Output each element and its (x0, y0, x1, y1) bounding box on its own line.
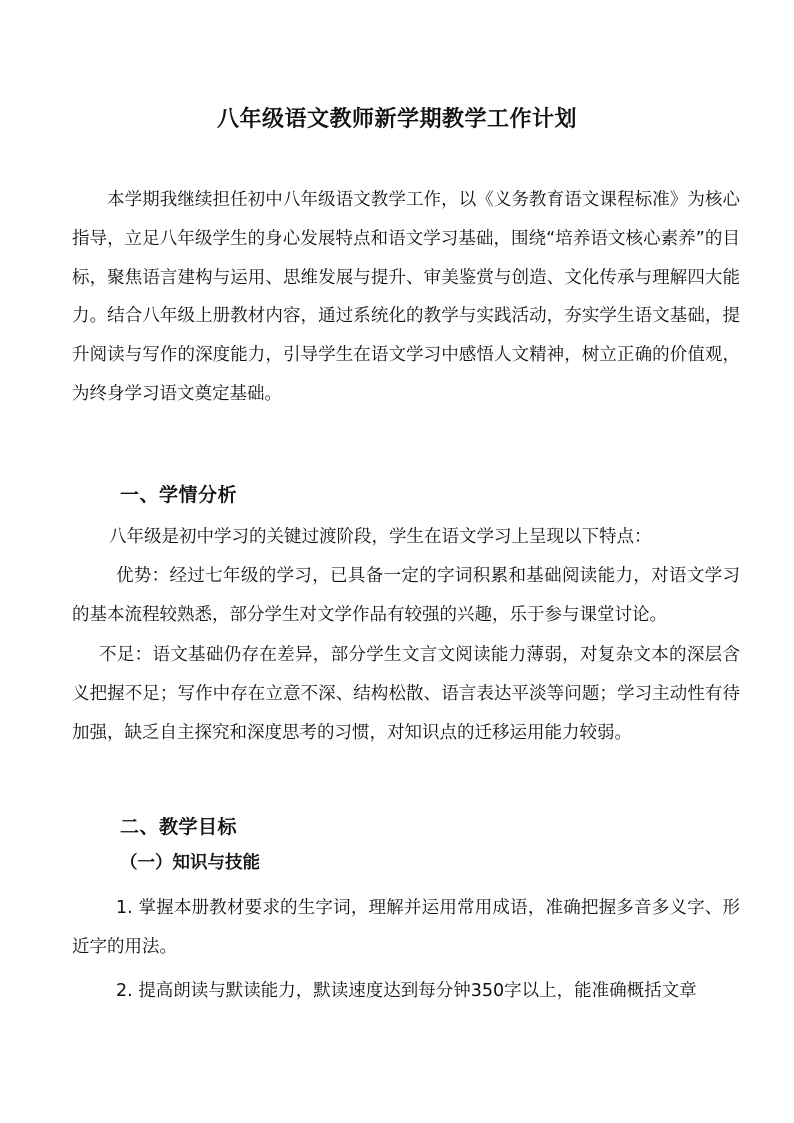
weaknesses-paragraph: 不足：语文基础仍存在差异，部分学生文言文阅读能力薄弱，对复杂文本的深层含义把握不足；写作中存在立意不深、结构松散、语言表达平淡等问题；学习主动性有待加强，缺乏自主探究和深度思考的习惯，对知识点的迁移运用能力较弱。 (72, 645, 740, 743)
goal-item-2: 2. 提高朗读与默读能力，默读速度达到每分钟350字以上，能准确概括文章 (116, 981, 697, 1001)
section-heading-analysis: 一、学情分析 (120, 484, 238, 506)
analysis-lead-paragraph: 八年级是初中学习的关键过渡阶段，学生在语文学习上呈现以下特点： (109, 527, 652, 547)
strengths-paragraph: 优势：经过七年级的学习，已具备一定的字词积累和基础阅读能力，对语文学习的基本流程较熟悉，部分学生对文学作品有较强的兴趣，乐于参与课堂讨论。 (72, 566, 740, 625)
subsection-heading-knowledge: （一）知识与技能 (120, 853, 260, 873)
document-title: 八年级语文教师新学期教学工作计划 (216, 106, 577, 132)
goal-item-1: 1. 掌握本册教材要求的生字词，理解并运用常用成语，准确把握多音多义字、形近字的用法。 (72, 898, 740, 957)
intro-paragraph: 本学期我继续担任初中八年级语文教学工作，以《义务教育语文课程标准》为核心指导，立足八年级学生的身心发展特点和语文学习基础，围绕“培养语文核心素养”的目标，聚焦语言建构与运用、思维发展与提升、审美鉴赏与创造、文化传承与理解四大能力。结合八年级上册教材内容，通过系统化的教学与实践活动，夯实学生语文基础，提升阅读与写作的深度能力，引导学生在语文学习中感悟人文精神，树立正确的价值观，为终身学习语文奠定基础。 (72, 190, 740, 404)
section-heading-goals: 二、教学目标 (120, 816, 238, 838)
